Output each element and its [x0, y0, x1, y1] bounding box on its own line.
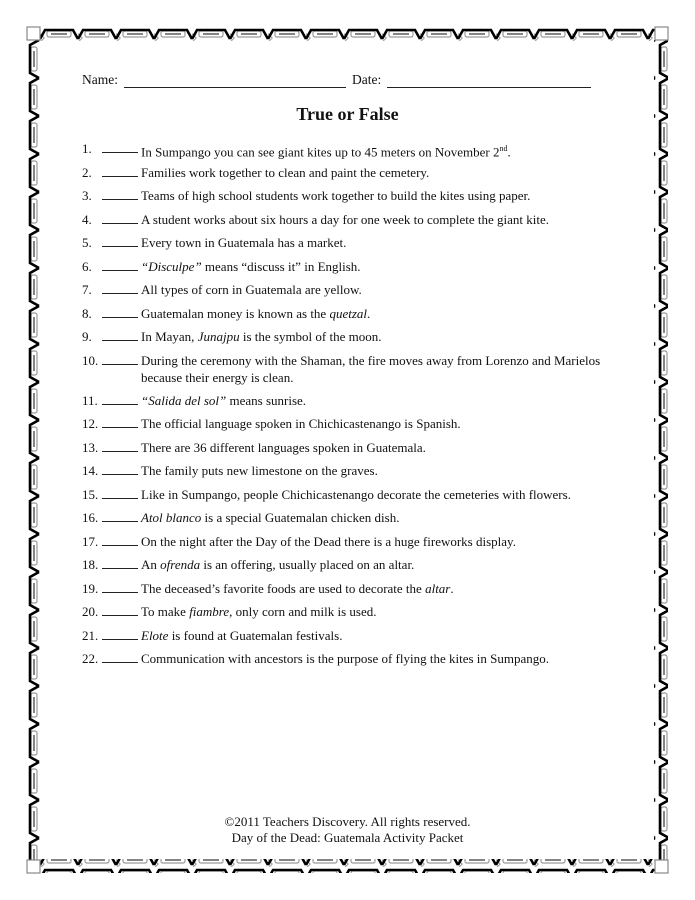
text-segment: . [507, 144, 511, 160]
question-number: 21. [82, 627, 99, 643]
text-segment: The family puts new limestone on the graves. [141, 463, 378, 478]
text-segment: means sunrise. [226, 392, 307, 408]
text-segment: Teams of high school students work together to build the kites using paper. [141, 188, 531, 203]
question-number: 20. [82, 604, 99, 619]
text-segment: nd [499, 144, 508, 153]
question-number: 5. [82, 235, 92, 250]
italic-term: Junajpu [197, 329, 240, 344]
question-number: 15. [82, 486, 99, 502]
text-segment: To make [141, 604, 190, 619]
packet-title: Day of the Dead: Guatemala Activity Packet [231, 830, 464, 845]
question-text [141, 392, 611, 409]
question-number: 12. [82, 416, 99, 431]
question-number: 13. [82, 439, 99, 455]
answer-blank[interactable] [102, 650, 138, 663]
italic-term: altar [425, 580, 451, 596]
question-text [141, 211, 611, 228]
text-segment: Guatemalan money is known as the [141, 305, 330, 321]
answer-blank[interactable] [102, 439, 138, 452]
question-item [82, 352, 611, 386]
question-text [141, 164, 611, 181]
italic-term: quetzal [329, 305, 368, 321]
italic-term: “Disculpe” [141, 258, 202, 274]
question-item [82, 603, 611, 620]
text-segment: . [367, 305, 371, 321]
copyright-text: ©2011 Teachers Discovery. All rights reserved. [224, 814, 471, 829]
answer-blank[interactable] [102, 164, 138, 177]
italic-term: “Salida del sol” [141, 392, 227, 408]
text-segment: is a special Guatemalan chicken dish. [201, 510, 400, 525]
question-text [141, 281, 611, 298]
question-text [141, 258, 611, 275]
question-item [82, 305, 611, 322]
answer-blank[interactable] [102, 556, 138, 569]
question-item [82, 258, 611, 275]
text-segment: All types of corn in Guatemala are yellow. [141, 282, 362, 297]
question-number: 19. [82, 580, 99, 596]
question-number: 2. [82, 164, 92, 180]
answer-blank[interactable] [102, 415, 138, 428]
question-text [141, 415, 611, 432]
italic-term: fiambre [189, 604, 230, 619]
text-segment: In Sumpango you can see giant kites up to 45 meters on November 2 [141, 144, 500, 160]
text-segment: An [141, 557, 161, 572]
text-segment: is found at Guatemalan festivals. [168, 627, 343, 643]
text-segment: Every town in Guatemala has a market. [141, 235, 347, 250]
question-number: 1. [82, 141, 92, 156]
question-item [82, 556, 611, 573]
question-item [82, 533, 611, 550]
text-segment: The official language spoken in Chichicastenango is Spanish. [141, 416, 461, 431]
question-text [141, 650, 611, 667]
date-field[interactable] [387, 73, 591, 88]
question-text [141, 486, 611, 503]
question-item [82, 164, 611, 181]
page-title: True or False [296, 104, 399, 124]
answer-blank[interactable] [102, 392, 138, 405]
question-text [141, 140, 611, 160]
text-segment: Families work together to clean and paint the cemetery. [141, 164, 430, 180]
text-segment: is the symbol of the moon. [239, 329, 382, 344]
text-segment: . [450, 580, 454, 596]
question-item [82, 281, 611, 298]
italic-term: Elote [141, 627, 169, 643]
date-label: Date: [352, 72, 382, 87]
text-segment: The deceased’s favorite foods are used to decorate the [141, 580, 426, 596]
name-field[interactable] [124, 73, 346, 88]
question-item [82, 187, 611, 204]
question-item [82, 415, 611, 432]
answer-blank[interactable] [102, 328, 138, 341]
question-number: 22. [82, 651, 99, 666]
question-item [82, 234, 611, 251]
text-segment: Like in Sumpango, people Chichicastenango decorate the cemeteries with flowers. [141, 486, 571, 502]
question-text [141, 533, 611, 550]
question-number: 4. [82, 211, 92, 227]
question-item [82, 211, 611, 228]
text-segment: On the night after the Day of the Dead there is a huge fireworks display. [141, 533, 516, 549]
question-number: 8. [82, 305, 92, 321]
answer-blank[interactable] [102, 305, 138, 318]
question-number: 11. [82, 392, 98, 408]
question-number: 7. [82, 282, 92, 297]
answer-blank[interactable] [102, 603, 138, 616]
answer-blank[interactable] [102, 486, 138, 499]
answer-blank[interactable] [102, 140, 138, 153]
question-number: 17. [82, 533, 99, 549]
name-date-header [82, 72, 591, 88]
answer-blank[interactable] [102, 211, 138, 224]
text-segment: A student works about six hours a day for one week to complete the giant kite. [141, 211, 549, 227]
answer-blank[interactable] [102, 258, 138, 271]
question-text [141, 580, 611, 597]
question-text [141, 328, 611, 345]
question-item [82, 627, 611, 644]
text-segment: is an offering, usually placed on an altar. [200, 557, 415, 572]
question-item [82, 580, 611, 597]
question-number: 10. [82, 352, 99, 368]
italic-term: ofrenda [160, 557, 201, 572]
question-text [141, 187, 611, 204]
footer [0, 814, 695, 846]
question-text [141, 352, 611, 386]
answer-blank[interactable] [102, 462, 138, 475]
question-item [82, 328, 611, 345]
question-text [141, 234, 611, 251]
answer-blank[interactable] [102, 234, 138, 247]
answer-blank[interactable] [102, 627, 138, 640]
question-item [82, 650, 611, 667]
answer-blank[interactable] [102, 509, 138, 522]
answer-blank[interactable] [102, 352, 138, 365]
text-segment: means “discuss it” in English. [201, 258, 361, 274]
question-number: 6. [82, 258, 92, 274]
text-segment: During the ceremony with the Shaman, the fire moves away from Lorenzo and Marielos because their energy is clean. [141, 352, 601, 385]
question-item [82, 439, 611, 456]
name-label: Name: [82, 72, 118, 87]
answer-blank[interactable] [102, 281, 138, 294]
question-number: 3. [82, 188, 92, 203]
question-item [82, 462, 611, 479]
question-text [141, 603, 611, 620]
question-item [82, 486, 611, 503]
question-number: 9. [82, 329, 92, 344]
question-text [141, 627, 611, 644]
text-segment: There are 36 different languages spoken in Guatemala. [141, 439, 426, 455]
question-number: 14. [82, 463, 99, 478]
question-text [141, 305, 611, 322]
question-item [82, 140, 611, 160]
question-item [82, 509, 611, 526]
question-number: 18. [82, 557, 99, 572]
question-text [141, 462, 611, 479]
question-item [82, 392, 611, 409]
question-text [141, 439, 611, 456]
text-segment: Communication with ancestors is the purpose of flying the kites in Sumpango. [141, 651, 550, 666]
text-segment: In Mayan, [141, 329, 198, 344]
question-text [141, 556, 611, 573]
answer-blank[interactable] [102, 533, 138, 546]
text-segment: , only corn and milk is used. [229, 604, 377, 619]
italic-term: Atol blanco [141, 510, 202, 525]
answer-blank[interactable] [102, 580, 138, 593]
question-text [141, 509, 611, 526]
answer-blank[interactable] [102, 187, 138, 200]
question-number: 16. [82, 510, 99, 525]
